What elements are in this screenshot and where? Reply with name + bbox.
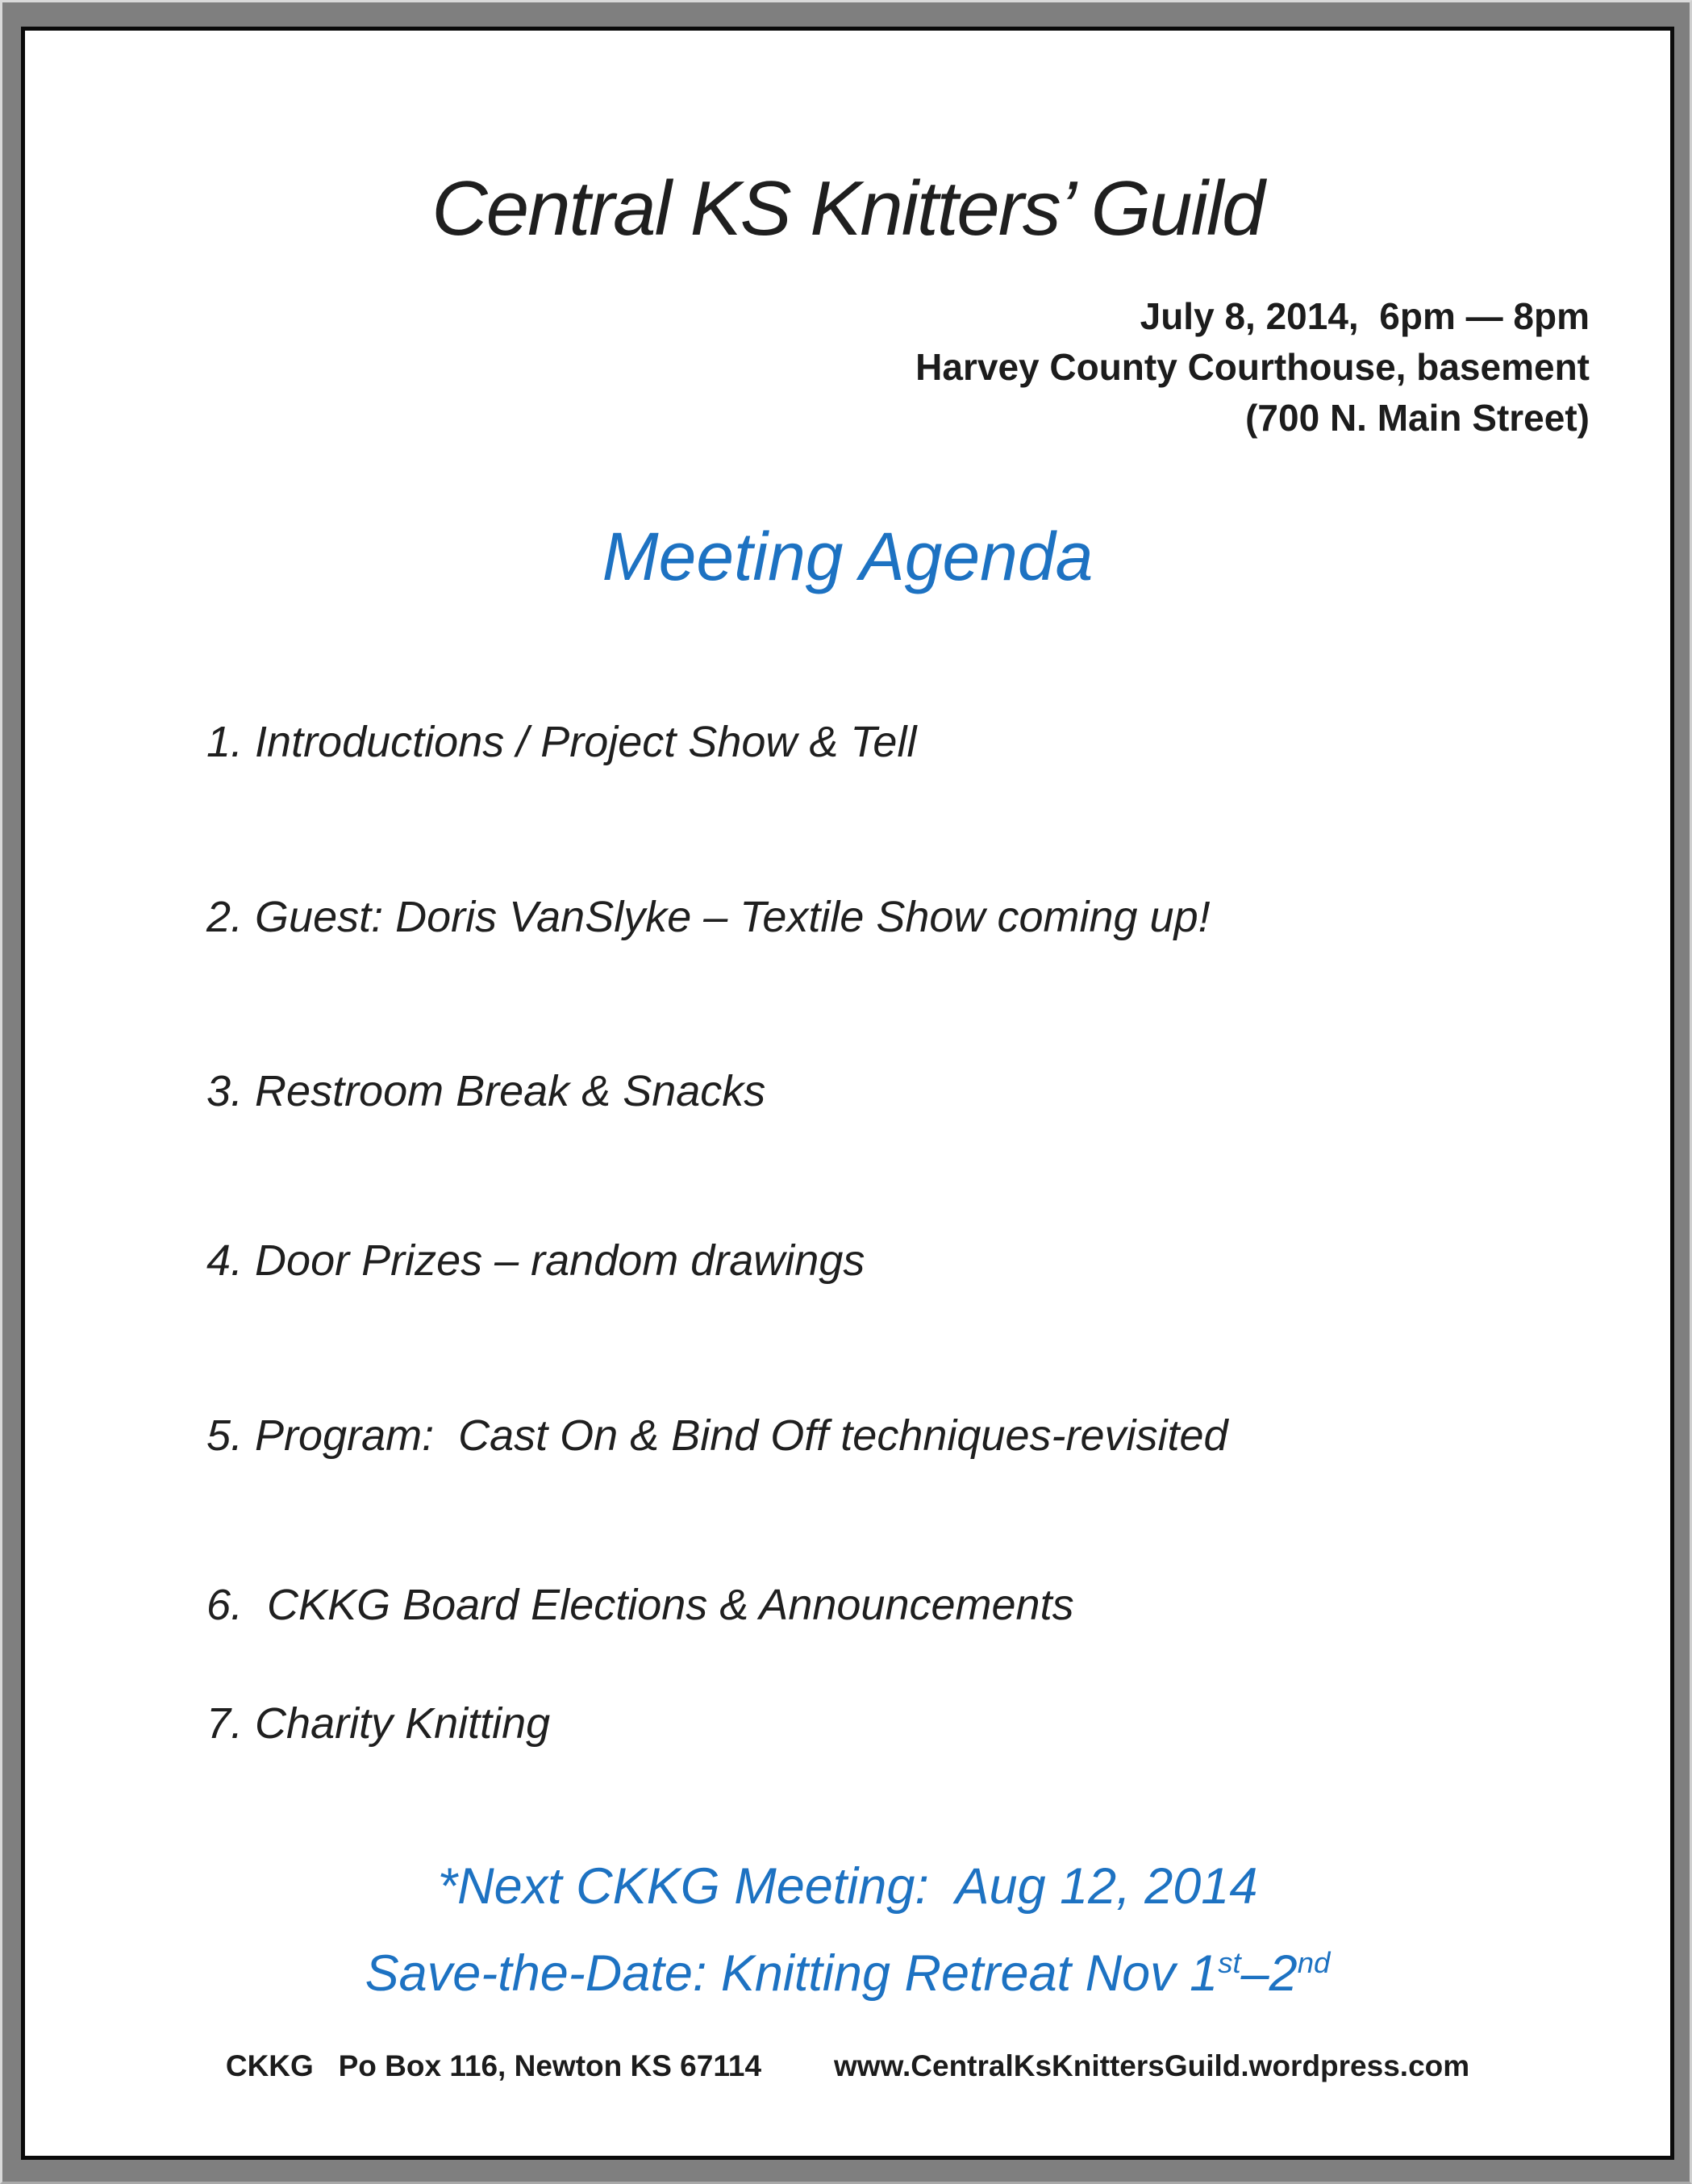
event-venue: Harvey County Courthouse, basement: [915, 346, 1590, 388]
event-address: (700 N. Main Street): [1245, 397, 1590, 439]
event-datetime: July 8, 2014, 6pm — 8pm: [1140, 295, 1590, 337]
footer-org-address: CKKG Po Box 116, Newton KS 67114: [225, 2049, 762, 2082]
agenda-item-4: 4. Door Prizes – random drawings: [206, 1236, 865, 1285]
document-page: [21, 27, 1674, 2160]
ordinal-suffix-st: st: [1218, 1946, 1241, 1979]
agenda-heading: Meeting Agenda: [602, 519, 1094, 594]
save-the-date-text: Save-the-Date: Knitting Retreat Nov 1: [365, 1945, 1219, 2002]
ordinal-suffix-nd: nd: [1297, 1946, 1331, 1979]
event-details: [25, 291, 1590, 444]
agenda-item-1: 1. Introductions / Project Show & Tell: [206, 718, 917, 766]
agenda-item-7: 7. Charity Knitting: [206, 1699, 551, 1748]
save-the-date-line: [25, 1944, 1670, 2005]
agenda-item-5: 5. Program: Cast On & Bind Off techniques-revisited: [206, 1411, 1228, 1460]
next-meeting-line: *Next CKKG Meeting: Aug 12, 2014: [437, 1858, 1258, 1915]
agenda-item-2: 2. Guest: Doris VanSlyke – Textile Show coming up!: [206, 893, 1211, 941]
footer-website: www.CentralKsKnittersGuild.wordpress.com: [834, 2049, 1470, 2082]
document-title: Central KS Knitters’ Guild: [431, 165, 1264, 252]
agenda-item-3: 3. Restroom Break & Snacks: [206, 1067, 766, 1115]
save-the-date-range-dash: –2: [1240, 1945, 1298, 2002]
agenda-item-6: 6. CKKG Board Elections & Announcements: [206, 1581, 1074, 1629]
page-footer: [25, 2049, 1670, 2084]
